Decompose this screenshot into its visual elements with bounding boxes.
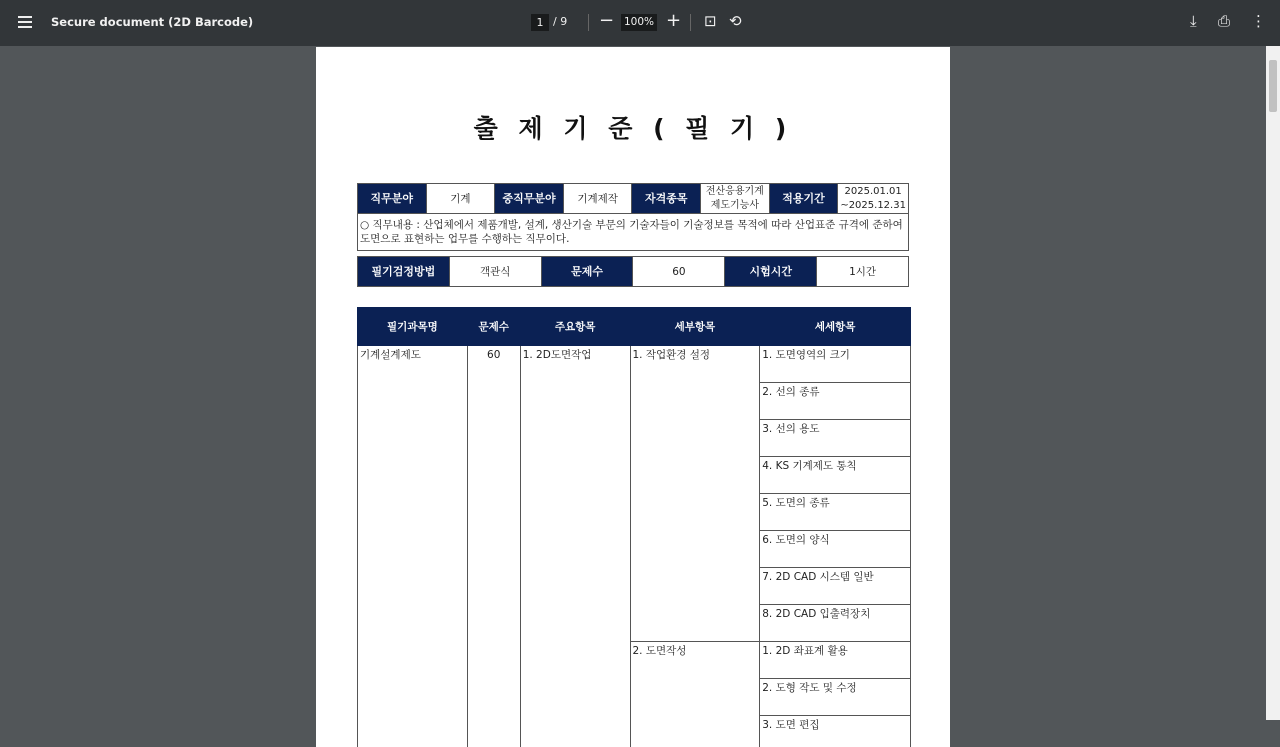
detail-item-cell: 2. 도면작성 xyxy=(630,642,760,747)
column-header: 필기과목명 xyxy=(358,308,468,346)
criteria-table xyxy=(357,307,911,747)
label: 적용기간 xyxy=(769,184,838,214)
exam-info-table xyxy=(357,256,909,287)
scrollbar[interactable] xyxy=(1266,46,1280,720)
label: 직무분야 xyxy=(358,184,427,214)
job-info-table xyxy=(357,183,909,251)
sub-item-cell: 1. 2D 좌표계 활용 xyxy=(760,642,911,679)
label: 문제수 xyxy=(541,257,633,287)
zoom-input[interactable]: 100% xyxy=(621,14,657,31)
sub-item-cell: 1. 도면영역의 크기 xyxy=(760,346,911,383)
sub-item-cell: 3. 선의 용도 xyxy=(760,420,911,457)
count-cell: 60 xyxy=(467,346,520,747)
detail-item-cell: 1. 작업환경 설정 xyxy=(630,346,760,642)
table-row xyxy=(358,346,911,383)
value: 기계 xyxy=(426,184,495,214)
more-options-icon[interactable]: ⋮ xyxy=(1251,12,1266,30)
label: 필기검정방법 xyxy=(358,257,450,287)
value: 전산응용기계제도기능사 xyxy=(701,184,770,214)
zoom-out-button[interactable]: − xyxy=(599,10,614,32)
sub-item-cell: 4. KS 기계제도 통칙 xyxy=(760,457,911,494)
page-total: / 9 xyxy=(553,15,567,28)
subject-cell: 기계설계제도 xyxy=(358,346,468,747)
column-header: 주요항목 xyxy=(520,308,630,346)
value: 기계제작 xyxy=(563,184,632,214)
value: 1시간 xyxy=(817,257,909,287)
column-header: 세세항목 xyxy=(760,308,911,346)
job-description: ○ 직무내용 : 산업체에서 제품개발, 설계, 생산기술 부문의 기술자들이 기술정보를 목적에 따라 산업표준 규격에 준하여 도면으로 표현하는 업무를 수행하는 직무이다. xyxy=(358,214,909,251)
menu-icon[interactable] xyxy=(18,16,32,28)
page-heading: 출 제 기 준 ( 필 기 ) xyxy=(316,109,950,145)
divider xyxy=(588,14,589,31)
sub-item-cell: 7. 2D CAD 시스템 일반 xyxy=(760,568,911,605)
download-icon[interactable]: ⤓ xyxy=(1190,12,1197,30)
rotate-icon[interactable]: ⟲ xyxy=(729,12,742,30)
sub-item-cell: 2. 선의 종류 xyxy=(760,383,911,420)
pdf-page xyxy=(316,47,950,747)
sub-item-cell: 2. 도형 작도 및 수정 xyxy=(760,679,911,716)
label: 중직무분야 xyxy=(495,184,564,214)
value: 2025.01.01 ~2025.12.31 xyxy=(838,184,909,214)
value: 60 xyxy=(633,257,725,287)
sub-item-cell: 5. 도면의 종류 xyxy=(760,494,911,531)
value: 객관식 xyxy=(449,257,541,287)
zoom-in-button[interactable]: + xyxy=(666,10,681,32)
scrollbar-thumb[interactable] xyxy=(1269,60,1277,112)
sub-item-cell: 6. 도면의 양식 xyxy=(760,531,911,568)
sub-item-cell: 3. 도면 편집 xyxy=(760,716,911,747)
column-header: 세부항목 xyxy=(630,308,760,346)
pdf-toolbar xyxy=(0,0,1280,46)
sub-item-cell: 8. 2D CAD 입출력장치 xyxy=(760,605,911,642)
document-title: Secure document (2D Barcode) xyxy=(51,15,253,29)
fit-page-icon[interactable]: ⊡ xyxy=(704,12,717,30)
label: 자격종목 xyxy=(632,184,701,214)
divider xyxy=(690,14,691,31)
label: 시험시간 xyxy=(725,257,817,287)
page-number-input[interactable]: 1 xyxy=(531,14,549,31)
column-header: 문제수 xyxy=(467,308,520,346)
main-item-cell: 1. 2D도면작업 xyxy=(520,346,630,747)
print-icon[interactable]: ⎙ xyxy=(1218,12,1230,30)
